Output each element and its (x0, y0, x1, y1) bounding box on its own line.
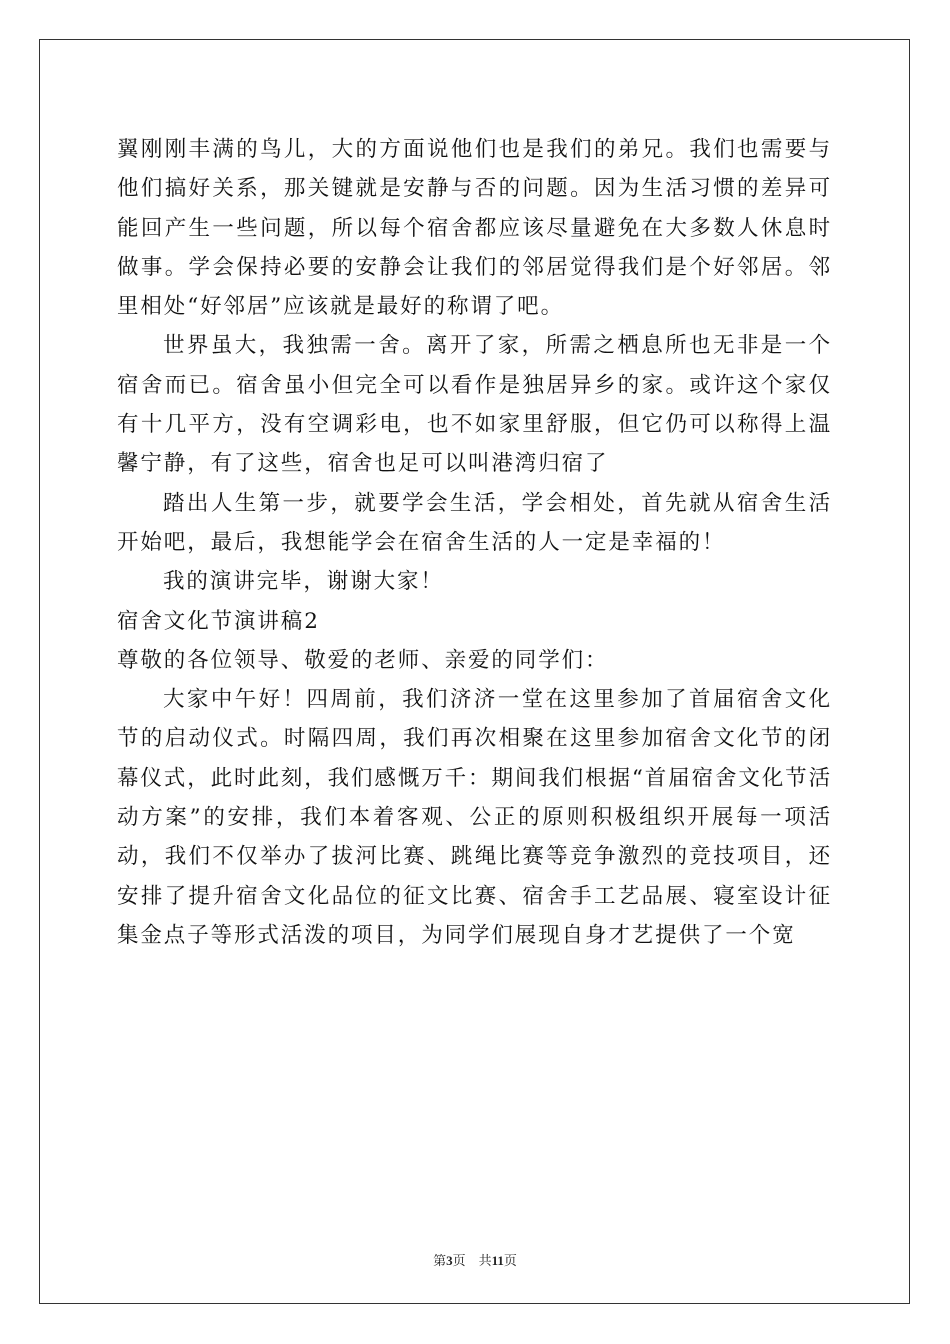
paragraph-first-step: 踏出人生第一步，就要学会生活，学会相处，首先就从宿舍生活开始吧，最后，我想能学会在宿舍生活的人一定是幸福的！ (117, 490, 832, 555)
footer-page-suffix: 页 (452, 1253, 466, 1268)
paragraph-continuation: 翼刚刚丰满的鸟儿，大的方面说他们也是我们的弟兄。我们也需要与他们搞好关系，那关键就是安静与否的问题。因为生活习惯的差异可能回产生一些问题，所以每个宿舍都应该尽量避免在大多数人休息时做事。学会保持必要的安静会让我们的邻居觉得我们是个好邻居。邻里相处“好邻居”应该就是最好的称谓了吧。 (117, 137, 832, 320)
salutation: 尊敬的各位领导、敬爱的老师、亲爱的同学们： (117, 647, 609, 673)
page-footer (0, 1250, 950, 1269)
paragraph-dormitory-home: 世界虽大，我独需一舍。离开了家，所需之栖息所也无非是一个宿舍而已。宿舍虽小但完全可以看作是独居异乡的家。或许这个家仅有十几平方，没有空调彩电，也不如家里舒服，但它仍可以称得上温馨宁静，有了这些，宿舍也足可以叫港湾归宿了 (117, 333, 832, 477)
paragraph-closing: 我的演讲完毕，谢谢大家！ (163, 569, 444, 595)
footer-page-number: 3 (446, 1253, 453, 1268)
footer-page-prefix: 第 (433, 1253, 447, 1268)
document-body (117, 130, 832, 955)
footer-total-pages: 11 (491, 1253, 504, 1268)
footer-total-prefix: 共 (478, 1253, 492, 1268)
footer-total-suffix: 页 (503, 1253, 517, 1268)
paragraph-opening: 大家中午好！四周前，我们济济一堂在这里参加了首届宿舍文化节的启动仪式。时隔四周，我们再次相聚在这里参加宿舍文化节的闭幕仪式，此时此刻，我们感慨万千：期间我们根据“首届宿舍文化节活动方案”的安排，我们本着客观、公正的原则积极组织开展每一项活动，我们不仅举办了拔河比赛、跳绳比赛等竞争激烈的竞技项目，还安排了提升宿舍文化品位的征文比赛、宿舍手工艺品展、寝室设计征集金点子等形式活泼的项目，为同学们展现自身才艺提供了一个宽 (117, 687, 832, 948)
section-title: 宿舍文化节演讲稿2 (117, 608, 320, 634)
